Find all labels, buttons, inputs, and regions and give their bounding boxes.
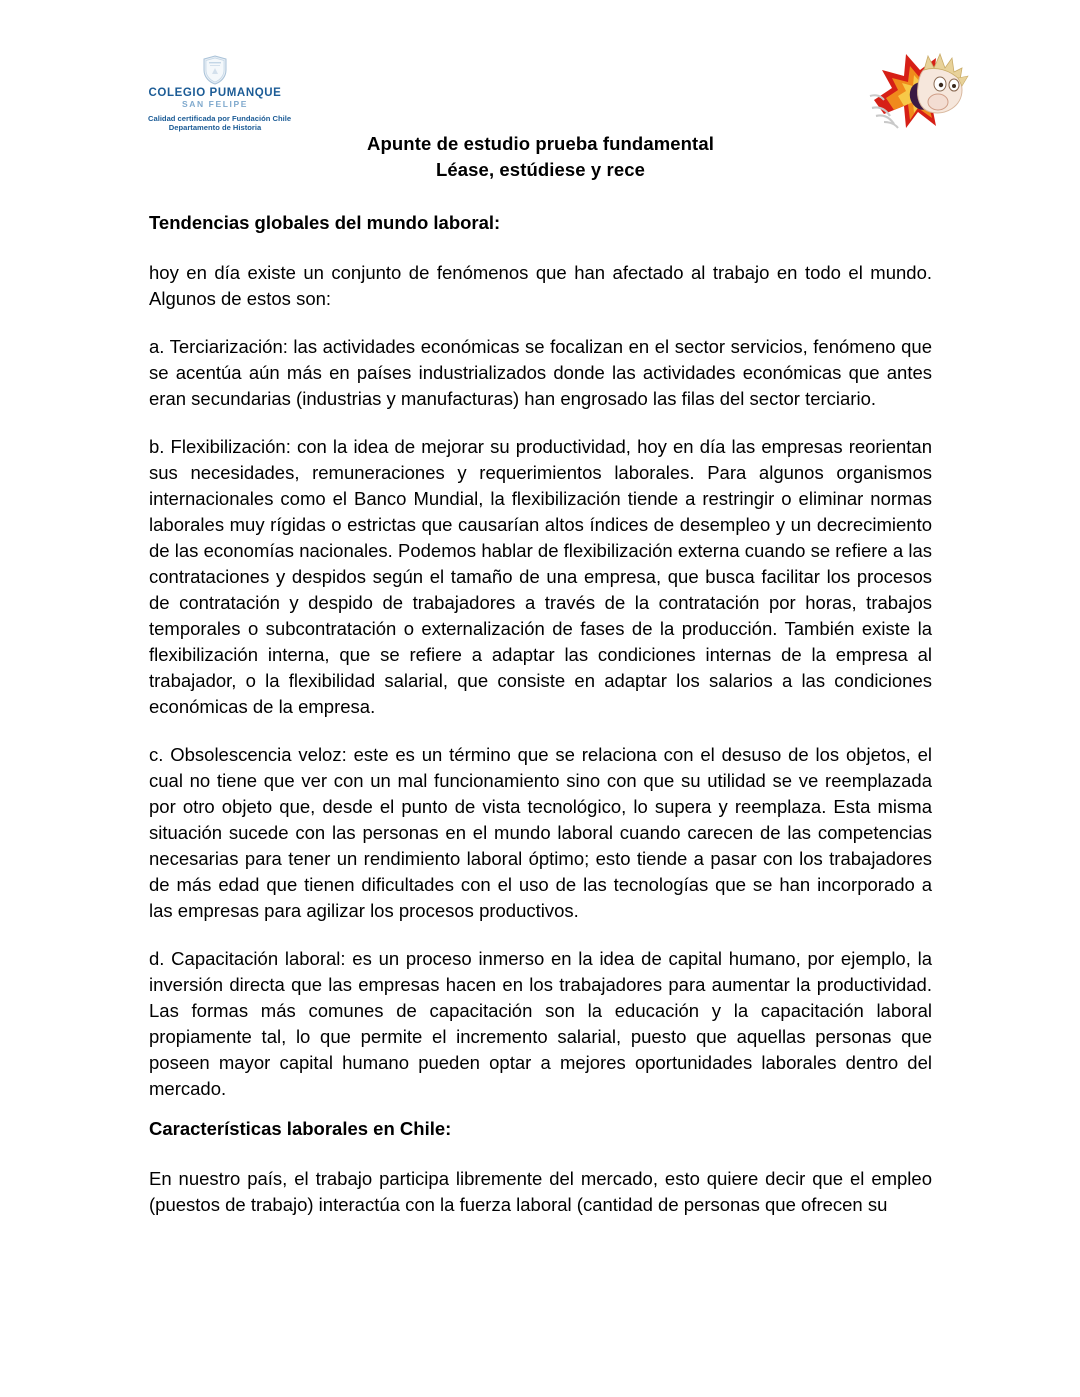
cartoon-burst-graphic <box>866 44 980 136</box>
school-name: COLEGIO PUMANQUE <box>148 87 282 99</box>
school-certification: Calidad certificada por Fundación Chile <box>148 113 292 123</box>
section-heading-chile-labor: Características laborales en Chile: <box>149 1118 452 1139</box>
paragraph-closing: En nuestro país, el trabajo participa libremente del mercado, esto quiere decir que el empleo (puestos de trabajo) interactúa con la fuerza laboral (cantidad de personas que ofrecen su <box>149 1168 932 1215</box>
school-logo <box>148 55 292 132</box>
section-heading-global-trends: Tendencias globales del mundo laboral: <box>149 212 501 233</box>
paragraph-intro: hoy en día existe un conjunto de fenómenos que han afectado al trabajo en todo el mundo. Algunos de estos son: <box>149 262 932 309</box>
document-body <box>149 196 932 1218</box>
paragraph-item-a-terciarizacion: a. Terciarización: las actividades económicas se focalizan en el sector servicios, fenómeno que se acentúa aún más en países industrializados donde las actividades económicas que antes eran secundarias (industrias y manufacturas) han engrosado las filas del sector terciario. <box>149 336 932 409</box>
title-line-1: Apunte de estudio prueba fundamental <box>367 133 714 154</box>
paragraph-item-c-obsolescencia: c. Obsolescencia veloz: este es un término que se relaciona con el desuso de los objetos, el cual no tiene que ver con un mal funcionamiento sino con que su utilidad se ve reemplazada por otro objeto que, desde el punto de vista tecnológico, lo supera y reemplaza. Esta misma situación sucede con las personas en el mundo laboral cuando carecen de las competencias necesarias para tener un rendimiento laboral óptimo; esto tiende a pasar con los trabajadores de más edad que tienen dificultades con el uso de las tecnologías que se han incorporado a las empresas para agilizar los procesos productivos. <box>149 744 932 921</box>
document-header <box>0 0 1080 130</box>
paragraph-item-d-capacitacion: d. Capacitación laboral: es un proceso inmerso en la idea de capital humano, por ejemplo, la inversión directa que las empresas hacen en los trabajadores para aumentar la productividad. Las formas más comunes de capacitación son la educación y la capacitación laboral propiamente tal, lo que permite el incremento salarial, puesto que aquellas personas que poseen mayor capital humano pueden optar a mejores oportunidades laborales dentro del mercado. <box>149 948 932 1099</box>
school-campus: SAN FELIPE <box>181 99 249 110</box>
shield-crest-icon <box>202 55 228 85</box>
title-line-2: Léase, estúdiese y rece <box>435 159 645 180</box>
school-department: Departamento de Historia <box>168 122 262 132</box>
paragraph-item-b-flexibilizacion: b. Flexibilización: con la idea de mejorar su productividad, hoy en día las empresas reorientan sus necesidades, remuneraciones y requerimientos laborales. Para algunos organismos internacionales como el Banco Mundial, la flexibilización tiende a restringir o eliminar normas laborales muy rígidas o estrictas que causarían altos índices de desempleo y un decrecimiento de las economías nacionales. Podemos hablar de flexibilización externa cuando se refiere a las contrataciones y despidos según el tamaño de una empresa, que busca facilitar los procesos de contratación y despido de trabajadores a través de la contratación por horas, trabajos temporales o subcontratación o externalización de fases de la producción. También existe la flexibilización interna, que se refiere a adaptar las condiciones internas de la empresa al trabajador, o la flexibilidad salarial, que consiste en adaptar los salarios a las condiciones económicas de la empresa. <box>149 436 932 717</box>
document-title <box>149 131 932 183</box>
cartoon-face-explosion-burst-icon <box>866 44 980 136</box>
